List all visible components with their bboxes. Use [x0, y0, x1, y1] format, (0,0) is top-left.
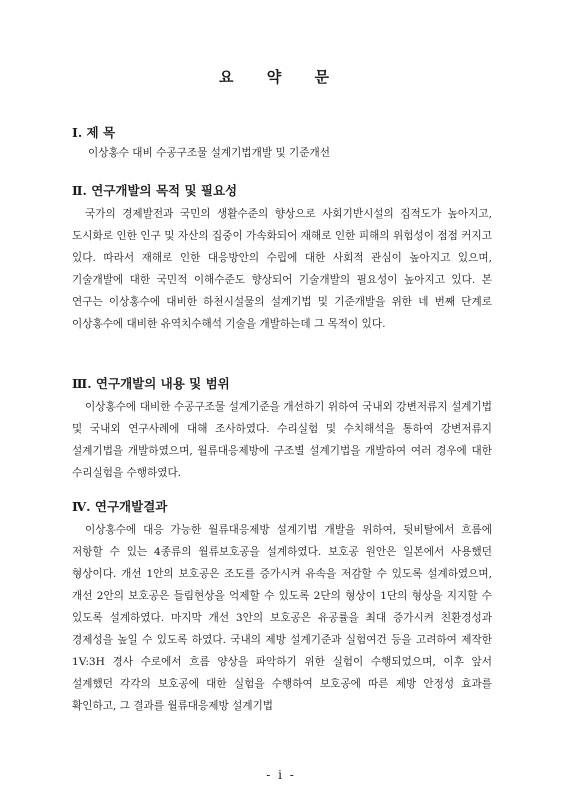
section-purpose — [72, 181, 492, 335]
section-heading: Ⅳ. 연구개발결과 — [72, 499, 168, 514]
section-heading: Ⅰ. 제 목 — [72, 125, 116, 140]
section-heading: Ⅲ. 연구개발의 내용 및 범위 — [72, 376, 230, 391]
section-heading: Ⅱ. 연구개발의 목적 및 필요성 — [72, 183, 238, 198]
page-title: 요 약 문 — [219, 68, 343, 86]
page-number: - i - — [266, 768, 296, 782]
section-results — [72, 497, 492, 717]
section-paragraph: 이상홍수에 대응 가능한 월류대응제방 설계기법 개발을 위하여, 뒷비탈에서 흐름에 저항할 수 있는 4종류의 월류보호공을 설계하였다. 보호공 원안은 일본에서 사용했던 형상이다. 개선 1안의 보호공은 조도를 증가시켜 유속을 저감할 수 있도록 설계하였으며, 개선 2안의 보호공은 들림현상을 억제할 수 있도록 2단의 형상이 1단의 형상을 지지할 수 있도록 설계하였다. 마지막 개선 3안의 보호공은 유공률을 최대 증가시켜 친환경성과 경제성을 높일 수 있도록 하였다. 국내의 제방 설계기준과 실험여건 등을 고려하여 제작한 1V:3H 경사 수로에서 흐름 양상을 파악하기 위한 실험이 수행되었으며, 이후 앞서 설계했던 각각의 보호공에 대한 실험을 수행하여 보호공에 따른 제방 안정성 효과를 확인하고, 그 결과를 월류대응제방 설계기법 — [72, 524, 492, 712]
section-subject — [72, 123, 492, 160]
subject-text: 이상홍수 대비 수공구조물 설계기법개발 및 기준개선 — [88, 147, 330, 159]
section-scope — [72, 374, 492, 484]
section-paragraph: 국가의 경제발전과 국민의 생활수준의 향상으로 사회기반시설의 집적도가 높아지고, 도시화로 인한 인구 및 자산의 집중이 가속화되어 재해로 인한 피해의 위험성이 점점 커지고 있다. 따라서 재해로 인한 대응방안의 수립에 대한 사회적 관심이 높아지고 있으며, 기술개발에 대한 국민적 이해수준도 향상되어 기술개발의 필요성이 높아지고 있다. 본 연구는 이상홍수에 대비한 하천시설물의 설계기법 및 기준개발을 위한 네 번째 단계로 이상홍수에 대비한 유역치수해석 기술을 개발하는데 그 목적이 있다. — [72, 208, 492, 330]
section-paragraph: 이상홍수에 대비한 수공구조물 설계기준을 개선하기 위하여 국내외 강변저류지 설계기법 및 국내외 연구사례에 대해 조사하였다. 수리실험 및 수치해석을 통하여 강변저류지 설계기법을 개발하였으며, 월류대응제방에 구조별 설계기법을 개발하여 여러 경우에 대한 수리실험을 수행하였다. — [72, 401, 492, 479]
